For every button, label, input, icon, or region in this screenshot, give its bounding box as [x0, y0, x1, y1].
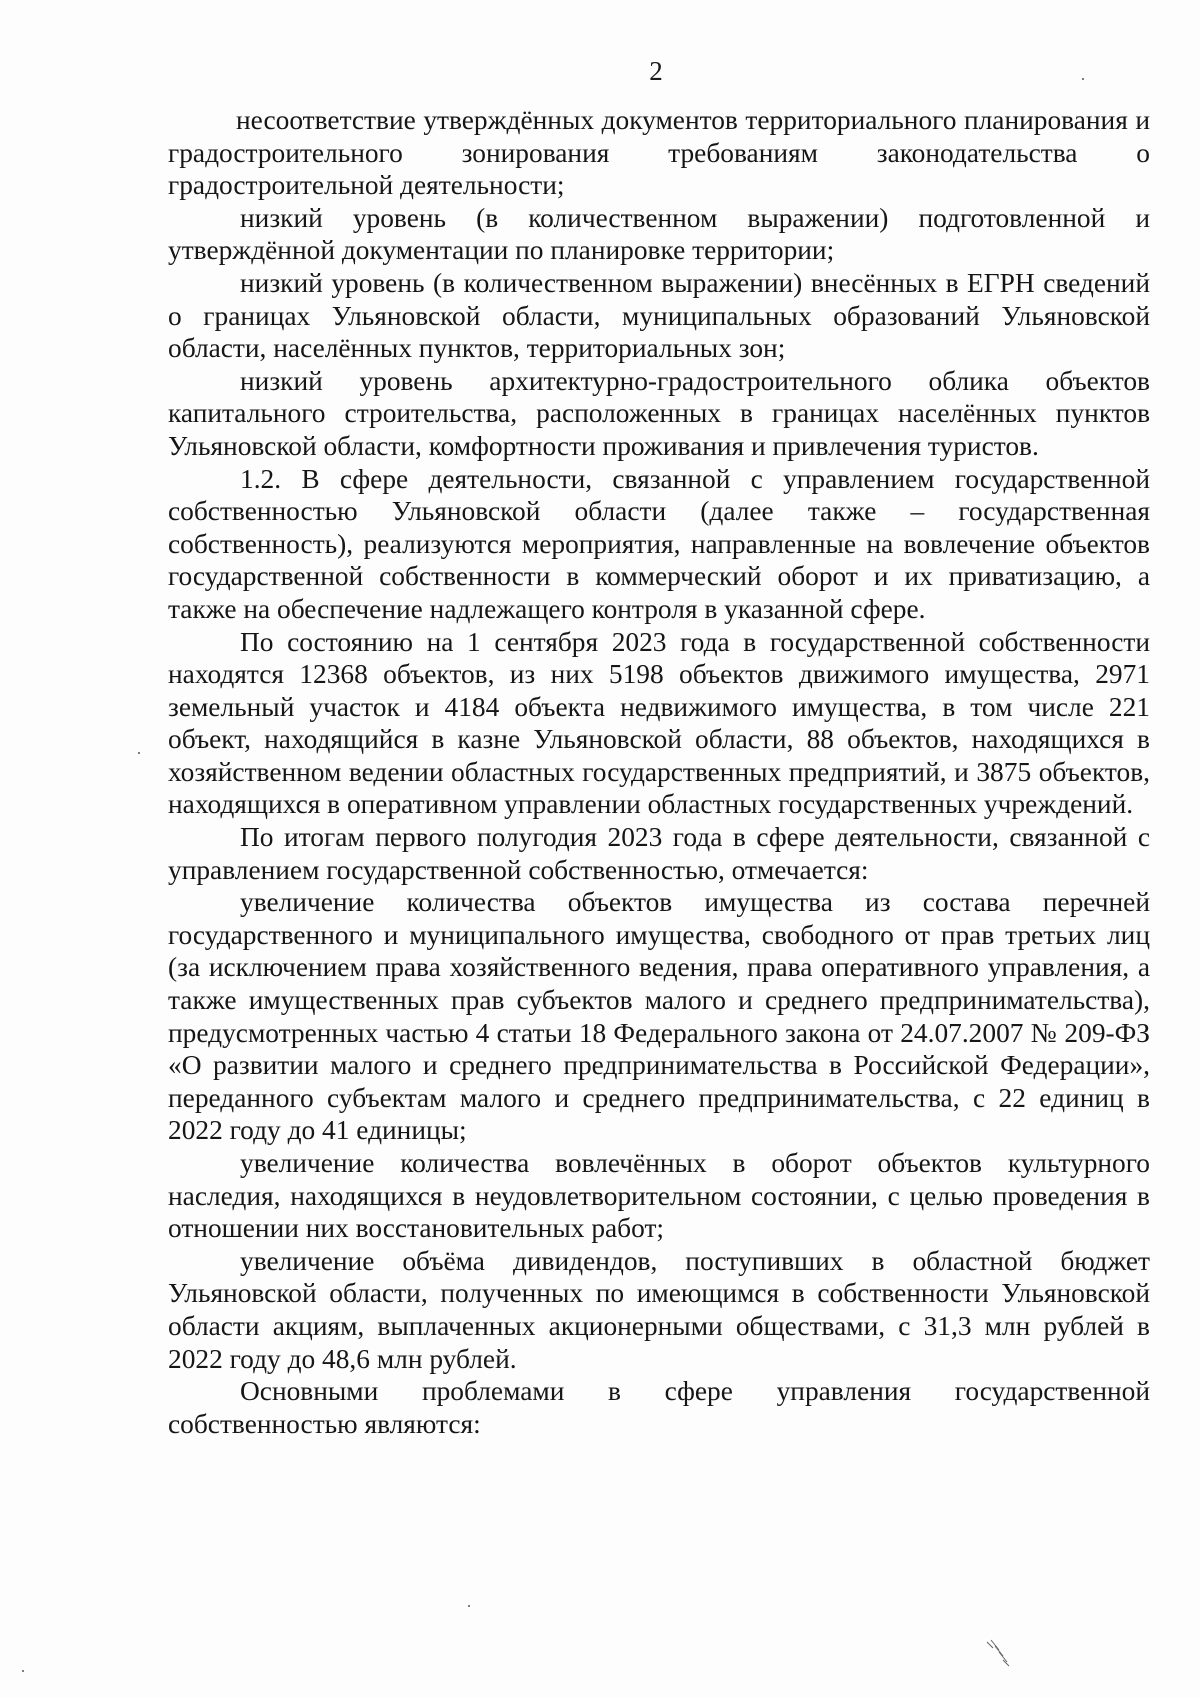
- paragraph: По состоянию на 1 сентября 2023 года в государственной собственности находятся 12368 объектов, из них 5198 объектов движимого имущества, 2971 земельный участок и 4184 объекта недвижимого имущества, в том числе 221 объект, находящийся в казне Ульяновской области, 88 объектов, находящихся в хозяйственном ведении областных государственных предприятий, и 3875 объектов, находящихся в оперативном управлении областных государственных учреждений.: [168, 626, 1150, 820]
- paragraph: По итогам первого полугодия 2023 года в сфере деятельности, связанной с управлением государственной собственностью, отмечается:: [168, 822, 1150, 885]
- paragraph: несоответствие утверждённых документов территориального планирования и градостроительного зонирования требованиям законодательства о градостроительной деятельности;: [168, 105, 1150, 201]
- scan-speck: [22, 1670, 24, 1672]
- paragraph: низкий уровень (в количественном выражении) внесённых в ЕГРН сведений о границах Ульяновской области, муниципальных образований Ульяновской области, населённых пунктов, территориальных зон;: [168, 267, 1150, 364]
- paragraph: низкий уровень архитектурно-градостроительного облика объектов капитального строительства, расположенных в границах населённых пунктов Ульяновской области, комфортности проживания и привлечения туристов.: [168, 365, 1150, 461]
- paragraph: увеличение количества объектов имущества из состава перечней государственного и муниципального имущества, свободного от прав третьих лиц (за исключением права хозяйственного ведения, права оперативного управления, а также имущественных прав субъектов малого и среднего предпринимательства), предусмотренных частью 4 статьи 18 Федерального закона от 24.07.2007 № 209-ФЗ «О развитии малого и среднего предпринимательства в Российской Федерации», переданного субъектам малого и среднего предпринимательства, с 22 единиц в 2022 году до 41 единицы;: [168, 887, 1150, 1146]
- scan-speck: [1082, 78, 1084, 80]
- paragraph: низкий уровень (в количественном выражении) подготовленной и утверждённой документации по планировке территории;: [168, 202, 1150, 266]
- scan-mark: [985, 1638, 1011, 1668]
- page-number: 2: [649, 56, 663, 86]
- paragraph: Основными проблемами в сфере управления государственной собственностью являются:: [168, 1376, 1150, 1439]
- paragraph: увеличение количества вовлечённых в оборот объектов культурного наследия, находящихся в неудовлетворительном состоянии, с целью проведения в отношении них восстановительных работ;: [168, 1148, 1150, 1244]
- document-body: [168, 104, 1150, 1440]
- paragraph: 1.2. В сфере деятельности, связанной с управлением государственной собственностью Ульяновской области (далее также – государственная собственность), реализуются мероприятия, направленные на вовлечение объектов государственной собственности в коммерческий оборот и их приватизацию, а также на обеспечение надлежащего контроля в указанной сфере.: [168, 463, 1150, 624]
- scan-speck: [468, 1605, 470, 1607]
- paragraph: увеличение объёма дивидендов, поступивших в областной бюджет Ульяновской области, полученных по имеющимся в собственности Ульяновской области акциям, выплаченных акционерными обществами, с 31,3 млн рублей в 2022 году до 48,6 млн рублей.: [168, 1245, 1150, 1374]
- scan-speck: [138, 752, 140, 754]
